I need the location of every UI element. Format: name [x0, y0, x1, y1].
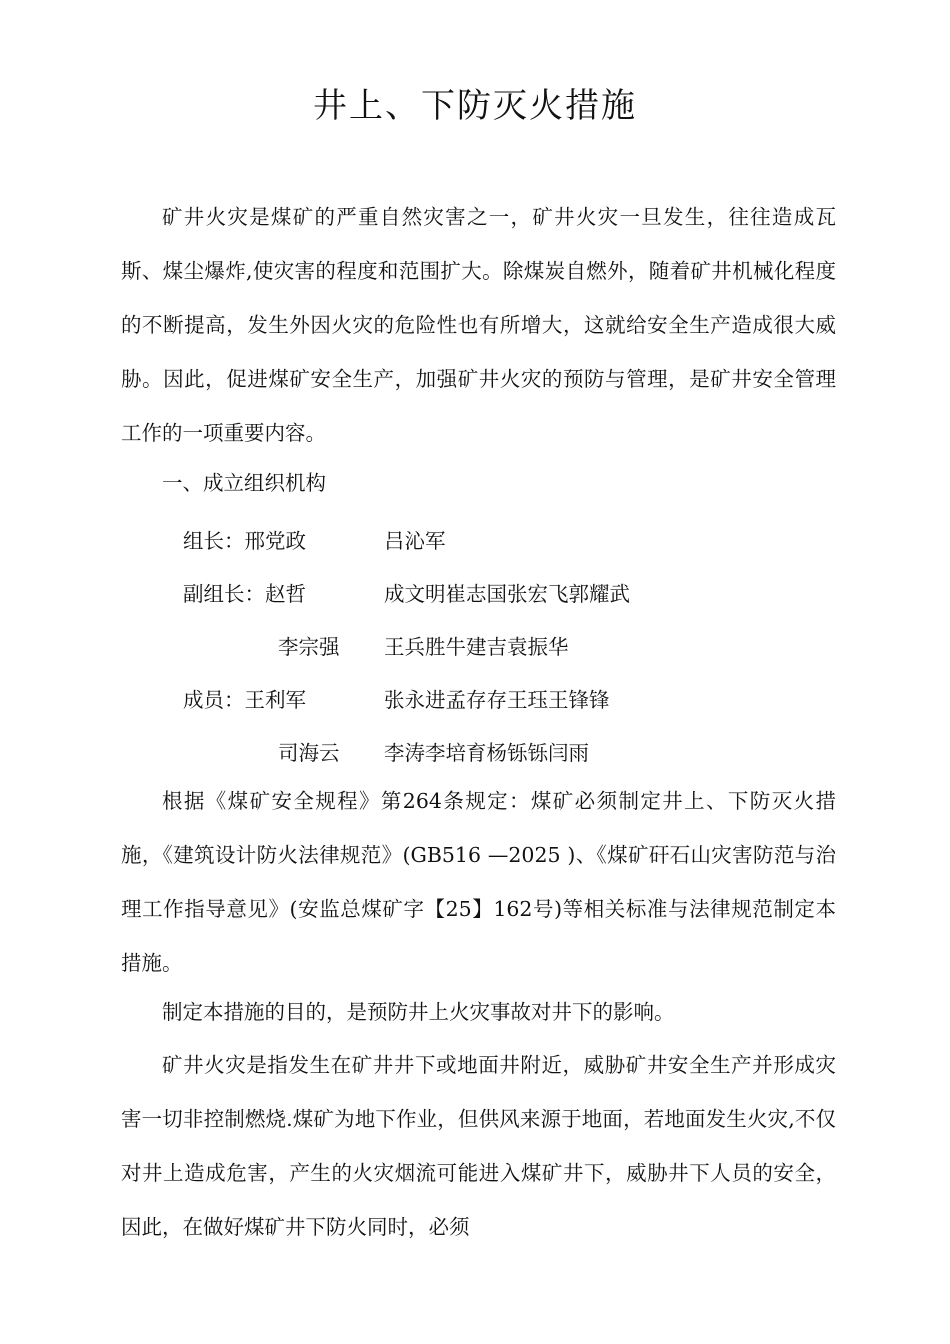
org-deputy-names-2: 王兵胜牛建吉袁振华	[384, 635, 569, 659]
regulation-paragraph: 根据《煤矿安全规程》第264条规定：煤矿必须制定井上、下防灭火措施，《建筑设计防火法律规范》(GB516 —2025 )、《煤矿矸石山灾害防范与治理工作指导意见》(安监总煤矿字【25】162号)等相关标准与法律规范制定本措施。	[121, 789, 836, 975]
org-deputy-label: 副组长：赵哲	[183, 582, 306, 606]
org-members-label-2: 司海云	[278, 741, 340, 765]
org-leader-label: 组长：邢党政	[183, 529, 306, 553]
org-members-names-2: 李涛李培育杨铄铄闫雨	[384, 741, 589, 765]
org-members-label: 成员：王利军	[183, 688, 306, 712]
org-leader-names: 吕沁军	[384, 529, 446, 553]
org-deputy-label-2: 李宗强	[278, 635, 340, 659]
document-title: 井上、下防灭火措施	[313, 86, 637, 126]
org-deputy-names: 成文明崔志国张宏飞郭耀武	[384, 582, 630, 606]
definition-paragraph: 矿井火灾是指发生在矿井井下或地面井附近，威胁矿井安全生产并形成灾害一切非控制燃烧.煤矿为地下作业，但供风来源于地面，若地面发生火灾,不仅对井上造成危害，产生的火灾烟流可能进入煤矿井下，威胁井下人员的安全，因此，在做好煤矿井下防火同时，必须	[121, 1053, 836, 1239]
purpose-paragraph: 制定本措施的目的，是预防井上火灾事故对井下的影响。	[162, 1000, 675, 1024]
intro-paragraph: 矿井火灾是煤矿的严重自然灾害之一，矿井火灾一旦发生，往往造成瓦斯、煤尘爆炸,使灾害的程度和范围扩大。除煤炭自燃外，随着矿井机械化程度的不断提高，发生外因火灾的危险性也有所增大，这就给安全生产造成很大威胁。因此，促进煤矿安全生产，加强矿井火灾的预防与管理，是矿井安全管理工作的一项重要内容。	[121, 205, 836, 445]
org-members-names: 张永进孟存存王珏王锋锋	[384, 688, 610, 712]
section-heading-organization: 一、成立组织机构	[162, 471, 326, 495]
